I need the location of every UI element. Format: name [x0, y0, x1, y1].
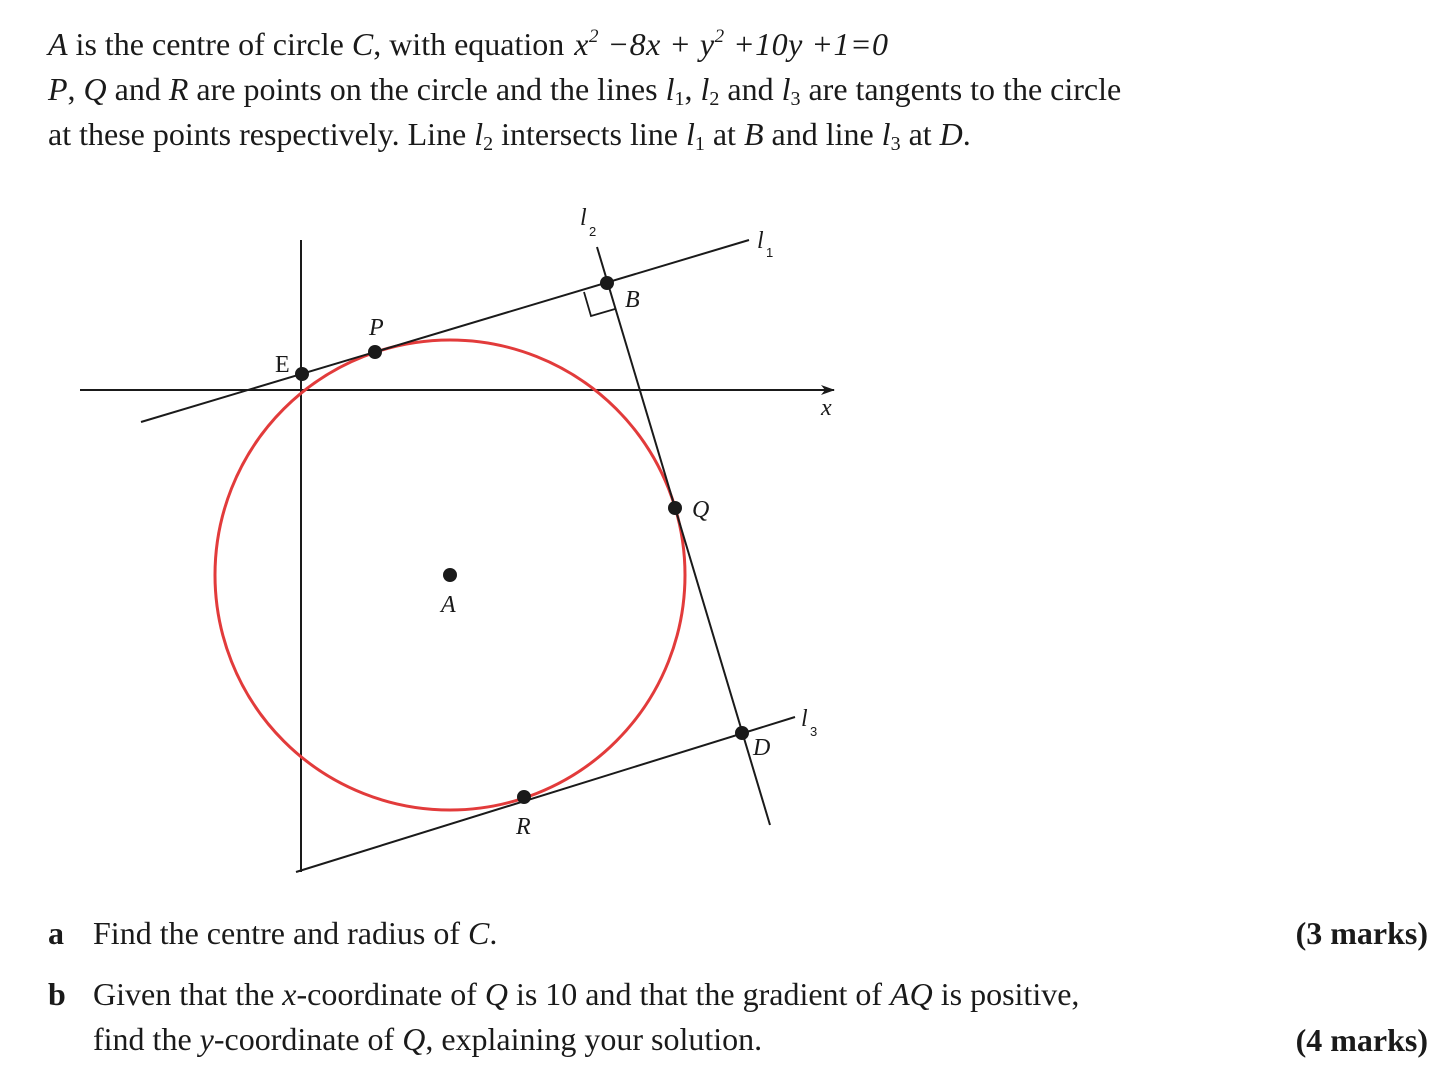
point-label: R: [168, 71, 189, 107]
geometry-diagram: [0, 180, 900, 880]
tangent-line-l3: [296, 717, 795, 872]
tangent-line-l1: [141, 240, 749, 422]
intro-text: , with equation: [373, 26, 565, 62]
intro-text: are tangents to the circle: [800, 71, 1122, 107]
question-text-part: is positive,: [932, 976, 1080, 1012]
question-text-line-1: [93, 972, 1428, 1017]
intro-text: at: [704, 116, 744, 152]
equation-exponent: 2: [714, 26, 725, 47]
right-angle-marker: [584, 292, 615, 316]
line-subscript: 2: [709, 88, 720, 110]
question-letter: a: [48, 915, 64, 951]
question-text-part: -coordinate of: [213, 1021, 403, 1057]
label-p: P: [369, 315, 384, 341]
line-subscript: 3: [790, 88, 801, 110]
question-a: [48, 911, 1428, 956]
point-q: [668, 501, 682, 515]
label-d: D: [753, 735, 771, 761]
intro-line-1: [48, 22, 1418, 67]
line-label: l: [700, 71, 710, 107]
equation-part: x: [574, 26, 589, 62]
point-label: D: [939, 116, 963, 152]
point-label: Q: [484, 976, 508, 1012]
label-q: Q: [692, 497, 710, 523]
equation-part: −8x + y: [598, 26, 715, 62]
question-letter: b: [48, 976, 66, 1012]
segment-label: AQ: [890, 976, 933, 1012]
question-text-line-2: [93, 1017, 1428, 1062]
question-text-part: is 10 and that the gradient of: [507, 976, 891, 1012]
equation-part: +10y +1=0: [724, 26, 889, 62]
question-text-part: find the: [93, 1021, 200, 1057]
question-text: [93, 911, 1428, 956]
intro-line-2: [48, 67, 1418, 112]
line-label: l: [685, 116, 695, 152]
label-a: A: [441, 592, 456, 618]
marks-label: (4 marks): [1295, 1022, 1428, 1058]
point-e: [295, 367, 309, 381]
centre-label: A: [48, 26, 68, 62]
marks-label: (3 marks): [1295, 915, 1428, 951]
line-label: l: [474, 116, 484, 152]
intro-text: at these points respectively. Line: [48, 116, 475, 152]
line-subscript: 3: [890, 133, 901, 155]
label-l2-subscript: 2: [589, 224, 597, 239]
label-x-axis: x: [821, 395, 832, 421]
intro-text: at: [900, 116, 940, 152]
intro-text: ,: [684, 71, 701, 107]
point-d: [735, 726, 749, 740]
intro-text: and line: [763, 116, 882, 152]
intro-line-3: [48, 112, 1418, 157]
question-text-part: .: [489, 915, 498, 951]
label-r: R: [516, 814, 531, 840]
line-subscript: 2: [483, 133, 494, 155]
question-text-part: , explaining your solution.: [425, 1021, 763, 1057]
label-l3: l: [801, 706, 808, 732]
variable-label: y: [199, 1021, 214, 1057]
line-label: l: [881, 116, 891, 152]
question-text-part: -coordinate of: [296, 976, 485, 1012]
intro-text: and: [719, 71, 782, 107]
point-p: [368, 345, 382, 359]
equation-exponent: 2: [588, 26, 599, 47]
intro-text: .: [962, 116, 971, 152]
circle-label: C: [351, 26, 374, 62]
intro-text: and: [106, 71, 169, 107]
label-b: B: [625, 287, 640, 313]
label-l1-subscript: 1: [766, 245, 774, 260]
question-b: [48, 972, 1428, 1062]
intro-text: are points on the circle and the lines: [188, 71, 666, 107]
variable-label: x: [282, 976, 297, 1012]
line-label: l: [665, 71, 675, 107]
question-text-part: Given that the: [93, 976, 283, 1012]
line-label: l: [781, 71, 791, 107]
label-e: E: [275, 352, 290, 378]
intro-text: is the centre of circle: [67, 26, 352, 62]
label-l1: l: [757, 228, 764, 254]
point-r: [517, 790, 531, 804]
intro-text: intersects line: [493, 116, 686, 152]
point-label: Q: [83, 71, 107, 107]
label-l2: l: [580, 205, 587, 231]
line-subscript: 1: [694, 133, 705, 155]
point-label: P: [48, 71, 68, 107]
line-subscript: 1: [674, 88, 685, 110]
circle-label: C: [468, 915, 490, 951]
label-l3-subscript: 3: [810, 724, 818, 739]
intro-text: ,: [67, 71, 84, 107]
point-label: Q: [402, 1021, 426, 1057]
point-b: [600, 276, 614, 290]
circle-equation: [574, 26, 888, 62]
point-label: B: [743, 116, 764, 152]
question-intro: [48, 22, 1418, 157]
point-a: [443, 568, 457, 582]
question-text-part: Find the centre and radius of: [93, 915, 468, 951]
